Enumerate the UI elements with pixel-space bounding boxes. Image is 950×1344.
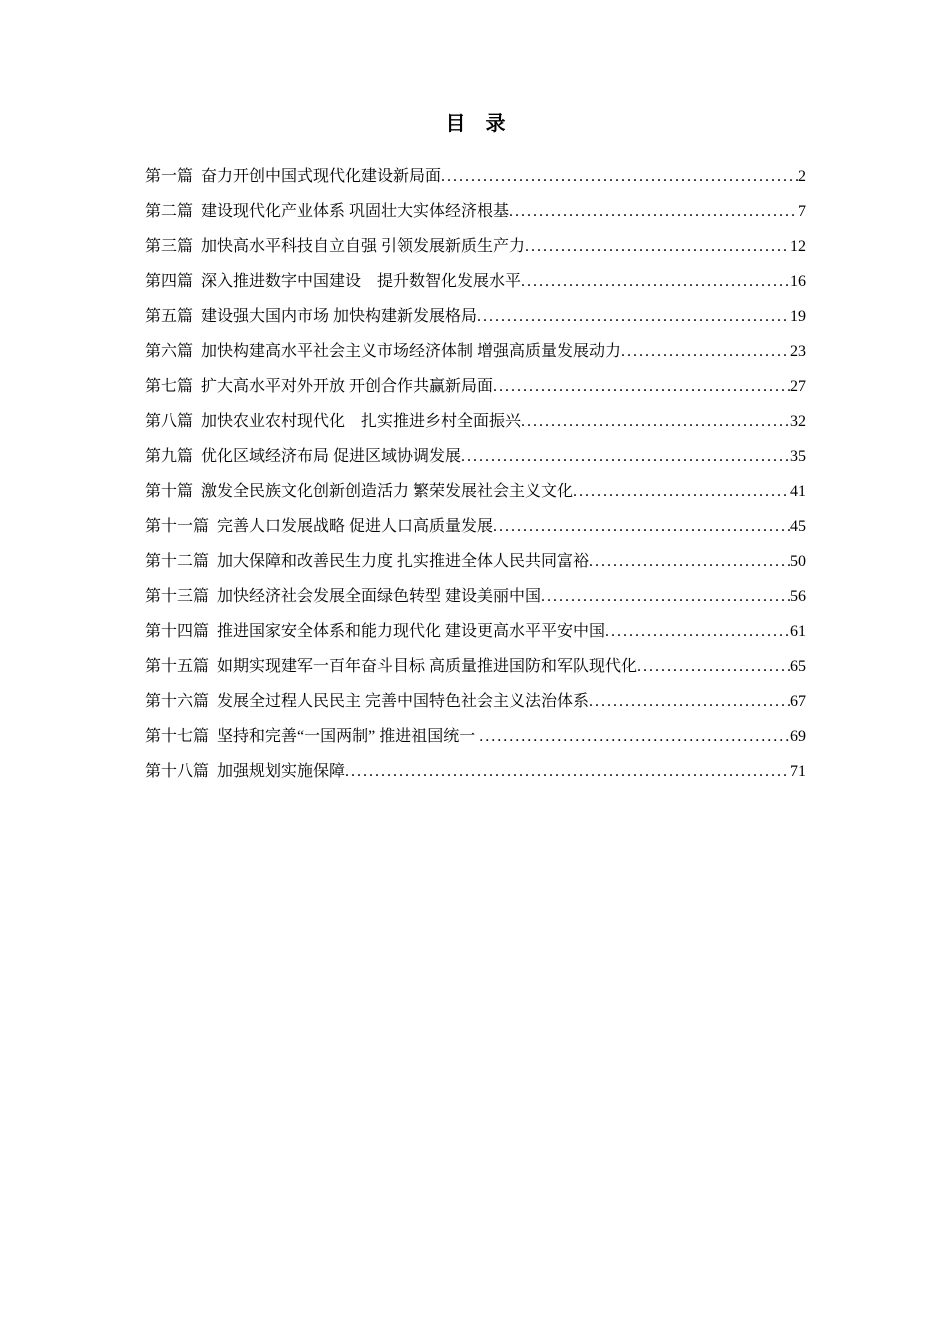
toc-entry-title: 加快经济社会发展全面绿色转型 建设美丽中国	[217, 588, 542, 605]
toc-entry-title: 坚持和完善“一国两制” 推进祖国统一	[217, 728, 480, 745]
toc-entry-page: 56	[790, 588, 806, 605]
dot-leader	[573, 474, 790, 509]
toc-entry[interactable]	[145, 544, 806, 579]
dot-leader	[461, 439, 790, 474]
toc-entry-title: 加快构建高水平社会主义市场经济体制 增强高质量发展动力	[201, 343, 622, 360]
toc-entry-page: 67	[790, 693, 806, 710]
dot-leader	[345, 754, 790, 789]
toc-entry-page: 61	[790, 623, 806, 640]
toc-entry-label: 第十四篇	[145, 623, 210, 640]
toc-entry[interactable]	[145, 579, 806, 614]
toc-entry-label: 第十三篇	[145, 588, 210, 605]
toc-entry-title: 推进国家安全体系和能力现代化 建设更高水平平安中国	[217, 623, 606, 640]
toc-entry[interactable]	[145, 159, 806, 194]
toc-entry-page: 2	[798, 168, 806, 185]
toc-entry[interactable]	[145, 719, 806, 754]
toc-entry-title: 如期实现建军一百年奋斗目标 高质量推进国防和军队现代化	[217, 658, 638, 675]
dot-leader	[541, 579, 790, 614]
toc-entry-page: 7	[798, 203, 806, 220]
toc-entry[interactable]	[145, 404, 806, 439]
toc-entry-title: 奋力开创中国式现代化建设新局面	[201, 168, 442, 185]
toc-entry-label: 第七篇	[145, 378, 194, 395]
toc-entry[interactable]	[145, 684, 806, 719]
dot-leader	[621, 334, 790, 369]
toc-entry-page: 65	[790, 658, 806, 675]
toc-entry[interactable]	[145, 439, 806, 474]
dot-leader	[589, 544, 790, 579]
toc-entry[interactable]	[145, 194, 806, 229]
dot-leader	[637, 649, 790, 684]
toc-entry-label: 第十一篇	[145, 518, 210, 535]
toc-entry[interactable]	[145, 369, 806, 404]
toc-entry-label: 第十篇	[145, 483, 194, 500]
toc-entry-title: 激发全民族文化创新创造活力 繁荣发展社会主义文化	[201, 483, 574, 500]
dot-leader	[441, 159, 798, 194]
toc-entry-page: 35	[790, 448, 806, 465]
toc-entry[interactable]	[145, 264, 806, 299]
toc-entry-title: 完善人口发展战略 促进人口高质量发展	[217, 518, 494, 535]
toc-entry[interactable]	[145, 614, 806, 649]
toc-entry-label: 第三篇	[145, 238, 194, 255]
toc-entry-page: 27	[790, 378, 806, 395]
toc-entry-title: 扩大高水平对外开放 开创合作共赢新局面	[201, 378, 494, 395]
toc-entry[interactable]	[145, 299, 806, 334]
toc-entry-page: 41	[790, 483, 806, 500]
toc-entry-title: 优化区域经济布局 促进区域协调发展	[201, 448, 462, 465]
toc-entry-page: 23	[790, 343, 806, 360]
toc-entry-page: 16	[790, 273, 806, 290]
toc-entry[interactable]	[145, 509, 806, 544]
toc-entry-title: 加大保障和改善民生力度 扎实推进全体人民共同富裕	[217, 553, 590, 570]
toc-entry-label: 第四篇	[145, 273, 194, 290]
toc-entry[interactable]	[145, 649, 806, 684]
toc-entry-page: 12	[790, 238, 806, 255]
dot-leader	[525, 229, 790, 264]
toc-entry-title: 建设强大国内市场 加快构建新发展格局	[201, 308, 478, 325]
dot-leader	[493, 369, 790, 404]
toc-entry-title: 深入推进数字中国建设 提升数智化发展水平	[201, 273, 522, 290]
toc-entry[interactable]	[145, 754, 806, 789]
dot-leader	[521, 404, 790, 439]
toc-entry-page: 69	[790, 728, 806, 745]
page-title: 目 录	[445, 113, 506, 135]
toc-entry-label: 第十六篇	[145, 693, 210, 710]
toc-entry-title: 建设现代化产业体系 巩固壮大实体经济根基	[201, 203, 510, 220]
toc-entry-title: 加快高水平科技自立自强 引领发展新质生产力	[201, 238, 526, 255]
toc-entry-label: 第六篇	[145, 343, 194, 360]
toc-entry-label: 第二篇	[145, 203, 194, 220]
toc-entry-page: 32	[790, 413, 806, 430]
toc-entry-title: 发展全过程人民民主 完善中国特色社会主义法治体系	[217, 693, 590, 710]
toc	[145, 159, 806, 789]
toc-entry-page: 50	[790, 553, 806, 570]
dot-leader	[589, 684, 790, 719]
dot-leader	[493, 509, 790, 544]
toc-entry-title: 加强规划实施保障	[217, 763, 346, 780]
toc-entry-label: 第五篇	[145, 308, 194, 325]
dot-leader	[479, 719, 790, 754]
toc-entry-label: 第九篇	[145, 448, 194, 465]
toc-entry-label: 第十五篇	[145, 658, 210, 675]
toc-entry[interactable]	[145, 474, 806, 509]
toc-entry-page: 45	[790, 518, 806, 535]
toc-entry-label: 第十八篇	[145, 763, 210, 780]
dot-leader	[509, 194, 798, 229]
toc-entry-label: 第八篇	[145, 413, 194, 430]
dot-leader	[605, 614, 790, 649]
toc-entry-label: 第十二篇	[145, 553, 210, 570]
toc-entry-title: 加快农业农村现代化 扎实推进乡村全面振兴	[201, 413, 522, 430]
toc-entry-label: 第一篇	[145, 168, 194, 185]
dot-leader	[521, 264, 790, 299]
toc-entry-page: 19	[790, 308, 806, 325]
toc-entry[interactable]	[145, 229, 806, 264]
dot-leader	[477, 299, 790, 334]
toc-entry-label: 第十七篇	[145, 728, 210, 745]
toc-entry-page: 71	[790, 763, 806, 780]
toc-entry[interactable]	[145, 334, 806, 369]
